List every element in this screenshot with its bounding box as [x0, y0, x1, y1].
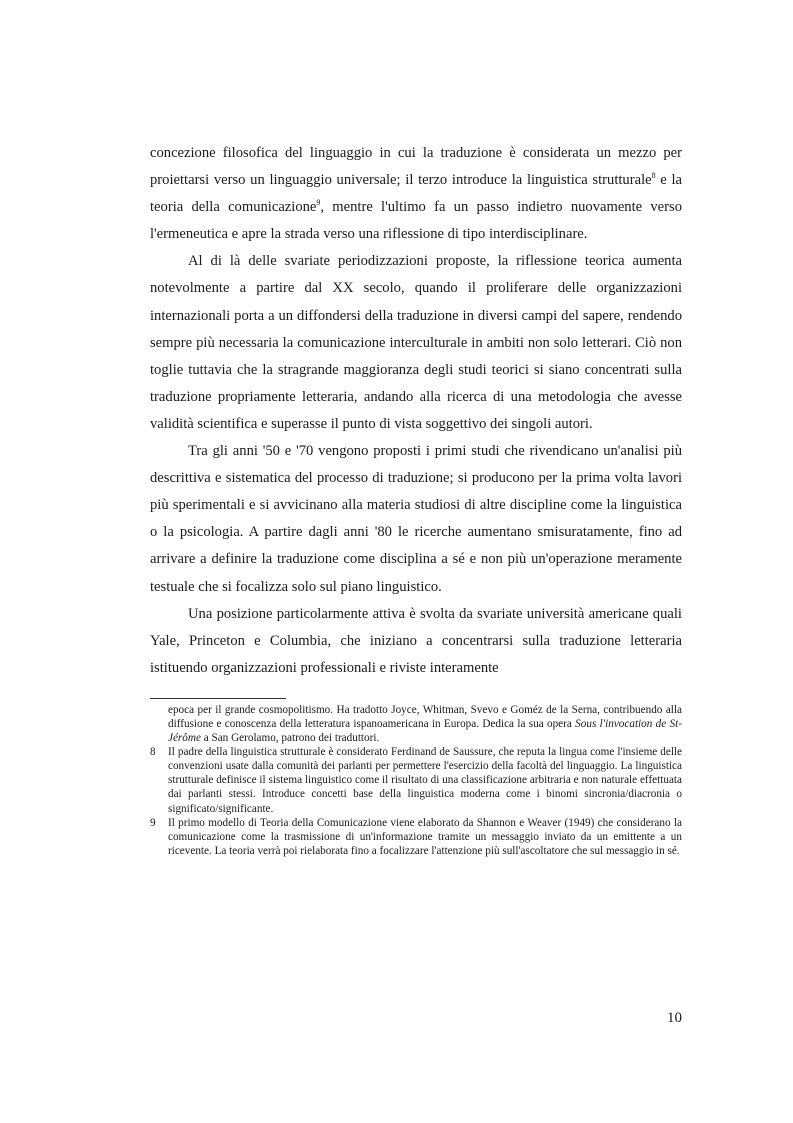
paragraph-1-part-b: e la teoria della comunicazione: [150, 172, 682, 216]
body-text: [150, 140, 682, 682]
paragraph-3: Tra gli anni '50 e '70 vengono proposti i primi studi che rivendicano un'analisi più descrittiva e sistematica del processo di traduzione; si producono per la prima volta lavori più sperimentali e si avvicinano alla materia studiosi di altre discipline come la linguistica o la psicologia. A partire dagli anni '80 le ricerche aumentano smisuratamente, fino ad arrivare a definire la traduzione come disciplina a sé e non più un'operazione meramente testuale che si focalizza solo sul piano linguistico.: [150, 443, 682, 595]
footnote-text: Il padre della linguistica strutturale è considerato Ferdinand de Saussure, che reputa la lingua come l'insieme delle convenzioni usate dalla comunità dei parlanti per permettere l'esercizio della facoltà del linguaggio. La linguistica strutturale definisce il sistema linguistico come il risultato di una classificazione arbitraria e non naturale effettuata dai parlanti stessi. Introduce concetti base della linguistica moderna come i binomi sincronia/diacronia o significato/significante.: [168, 746, 682, 815]
footnote-9: [150, 816, 682, 858]
book-title: Sous l'invocation de St-Jérôme: [168, 717, 682, 745]
footnote-number: 9: [150, 816, 156, 829]
paragraph-1-part-c: , mentre l'ultimo fa un passo indietro nuovamente verso l'ermeneutica e apre la strada verso una riflessione di tipo interdisciplinare.: [150, 199, 682, 243]
footnote-cont-part-b: a San Gerolamo, patrono dei traduttori.: [200, 732, 380, 745]
footnote-continuation: [150, 703, 682, 745]
footnote-text: Il primo modello di Teoria della Comunicazione viene elaborato da Shannon e Weaver (1949) che considerano la comunicazione come la trasmissione di un'informazione tramite un messaggio inviato da un emittente a un ricevente. La teoria verrà poi rielaborata fino a focalizzare l'attenzione più sull'ascoltatore che sul messaggio in sé.: [168, 816, 682, 857]
footnote-separator: [150, 698, 286, 699]
paragraph-1: [150, 140, 682, 248]
footnote-number: 8: [150, 746, 156, 759]
footnote-ref-8[interactable]: 8: [651, 171, 656, 181]
paragraph-4: Una posizione particolarmente attiva è svolta da svariate università americane quali Yale, Princeton e Columbia, che iniziano a concentrarsi sulla traduzione letteraria istituendo organizzazioni professionali e riviste interamente: [150, 605, 682, 676]
footnotes: [150, 703, 682, 858]
paragraph-2: Al di là delle svariate periodizzazioni proposte, la riflessione teorica aumenta notevolmente a partire dal XX secolo, quando il proliferare delle organizzazioni internazionali porta a un diffondersi della traduzione in diversi campi del sapere, rendendo sempre più necessaria la comunicazione interculturale in ambiti non solo letterari. Ciò non toglie tuttavia che la stragrande maggioranza degli studi teorici si siano concentrati sulla traduzione propriamente letteraria, andando alla ricerca di una metodologia che avesse validità scientifica e superasse il punto di vista soggettivo dei singoli autori.: [150, 253, 682, 432]
footnote-ref-9[interactable]: 9: [316, 198, 321, 208]
page-number: 10: [667, 1010, 682, 1026]
page-content: [150, 140, 682, 858]
paragraph-1-part-a: concezione filosofica del linguaggio in cui la traduzione è considerata un mezzo per proiettarsi verso un linguaggio universale; il terzo introduce la linguistica strutturale: [150, 145, 682, 189]
footnote-8: [150, 745, 682, 815]
footnote-cont-part-a: epoca per il grande cosmopolitismo. Ha tradotto Joyce, Whitman, Svevo e Goméz de la Serna, contribuendo alla diffusione e conoscenza della letteratura ispanoamericana in Europa. Dedica la sua opera: [168, 703, 682, 730]
